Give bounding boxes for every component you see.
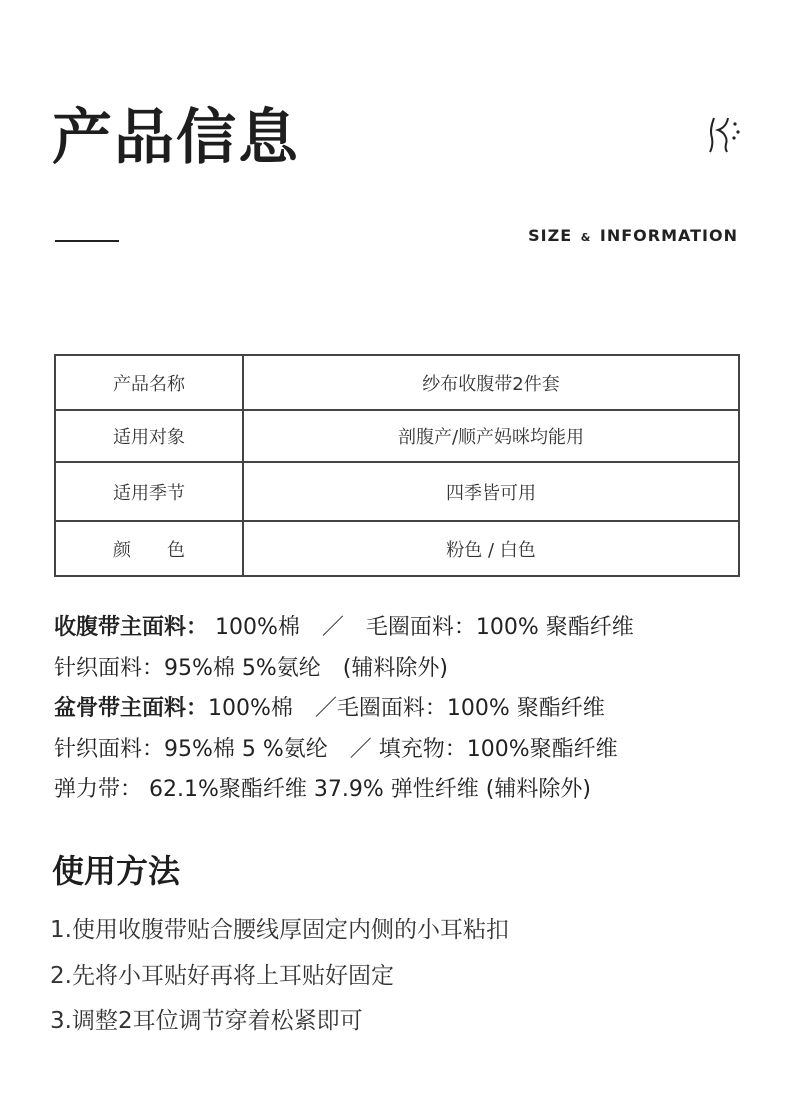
material-line (54, 730, 754, 771)
spec-value: 纱布收腹带2件套 (243, 355, 739, 410)
section-subtitle (528, 226, 738, 245)
page-title: 产品信息 (52, 103, 300, 173)
usage-steps (50, 908, 509, 1045)
spec-row-target (55, 410, 739, 462)
spec-label: 颜 色 (55, 521, 243, 576)
spec-label: 适用对象 (55, 410, 243, 462)
material-list (54, 608, 754, 811)
spec-row-name (55, 355, 739, 410)
subtitle-amp: & (580, 231, 592, 244)
usage-step: 2.先将小耳贴好再将上耳贴好固定 (50, 962, 394, 989)
material-text: 100%棉 ／ 毛圈面料：100% 聚酯纤维 (208, 615, 634, 640)
spec-row-season (55, 462, 739, 521)
material-text: 针织面料：95%棉 5 %氨纶 ／ 填充物：100%聚酯纤维 (54, 736, 618, 762)
spec-value: 四季皆可用 (243, 462, 739, 521)
body-silhouette-icon (704, 114, 744, 154)
spec-label: 产品名称 (55, 355, 243, 410)
material-line (54, 770, 754, 811)
spec-row-color (55, 521, 739, 576)
subtitle-size: SIZE (528, 226, 573, 245)
usage-step: 3.调整2耳位调节穿着松紧即可 (50, 1008, 363, 1034)
spec-value: 剖腹产/顺产妈咪均能用 (243, 410, 739, 462)
usage-title: 使用方法 (52, 852, 181, 890)
header-rule (55, 240, 119, 242)
material-line (54, 608, 754, 649)
spec-label: 适用季节 (55, 462, 243, 521)
usage-step: 1.使用收腹带贴合腰线厚固定内侧的小耳粘扣 (50, 917, 509, 943)
subtitle-information: INFORMATION (599, 226, 738, 245)
material-label: 收腹带主面料： (54, 615, 209, 640)
material-text: 弹力带： 62.1%聚酯纤维 37.9% 弹性纤维 (辅料除外) (54, 777, 591, 802)
material-line (54, 649, 754, 690)
material-label: 盆骨带主面料： (54, 696, 209, 721)
material-line (54, 689, 754, 730)
material-text: 100%棉 ／毛圈面料：100% 聚酯纤维 (208, 696, 605, 721)
material-text: 针织面料：95%棉 5%氨纶 (辅料除外) (54, 655, 448, 681)
spec-value: 粉色 / 白色 (243, 521, 739, 576)
spec-table (54, 354, 740, 577)
